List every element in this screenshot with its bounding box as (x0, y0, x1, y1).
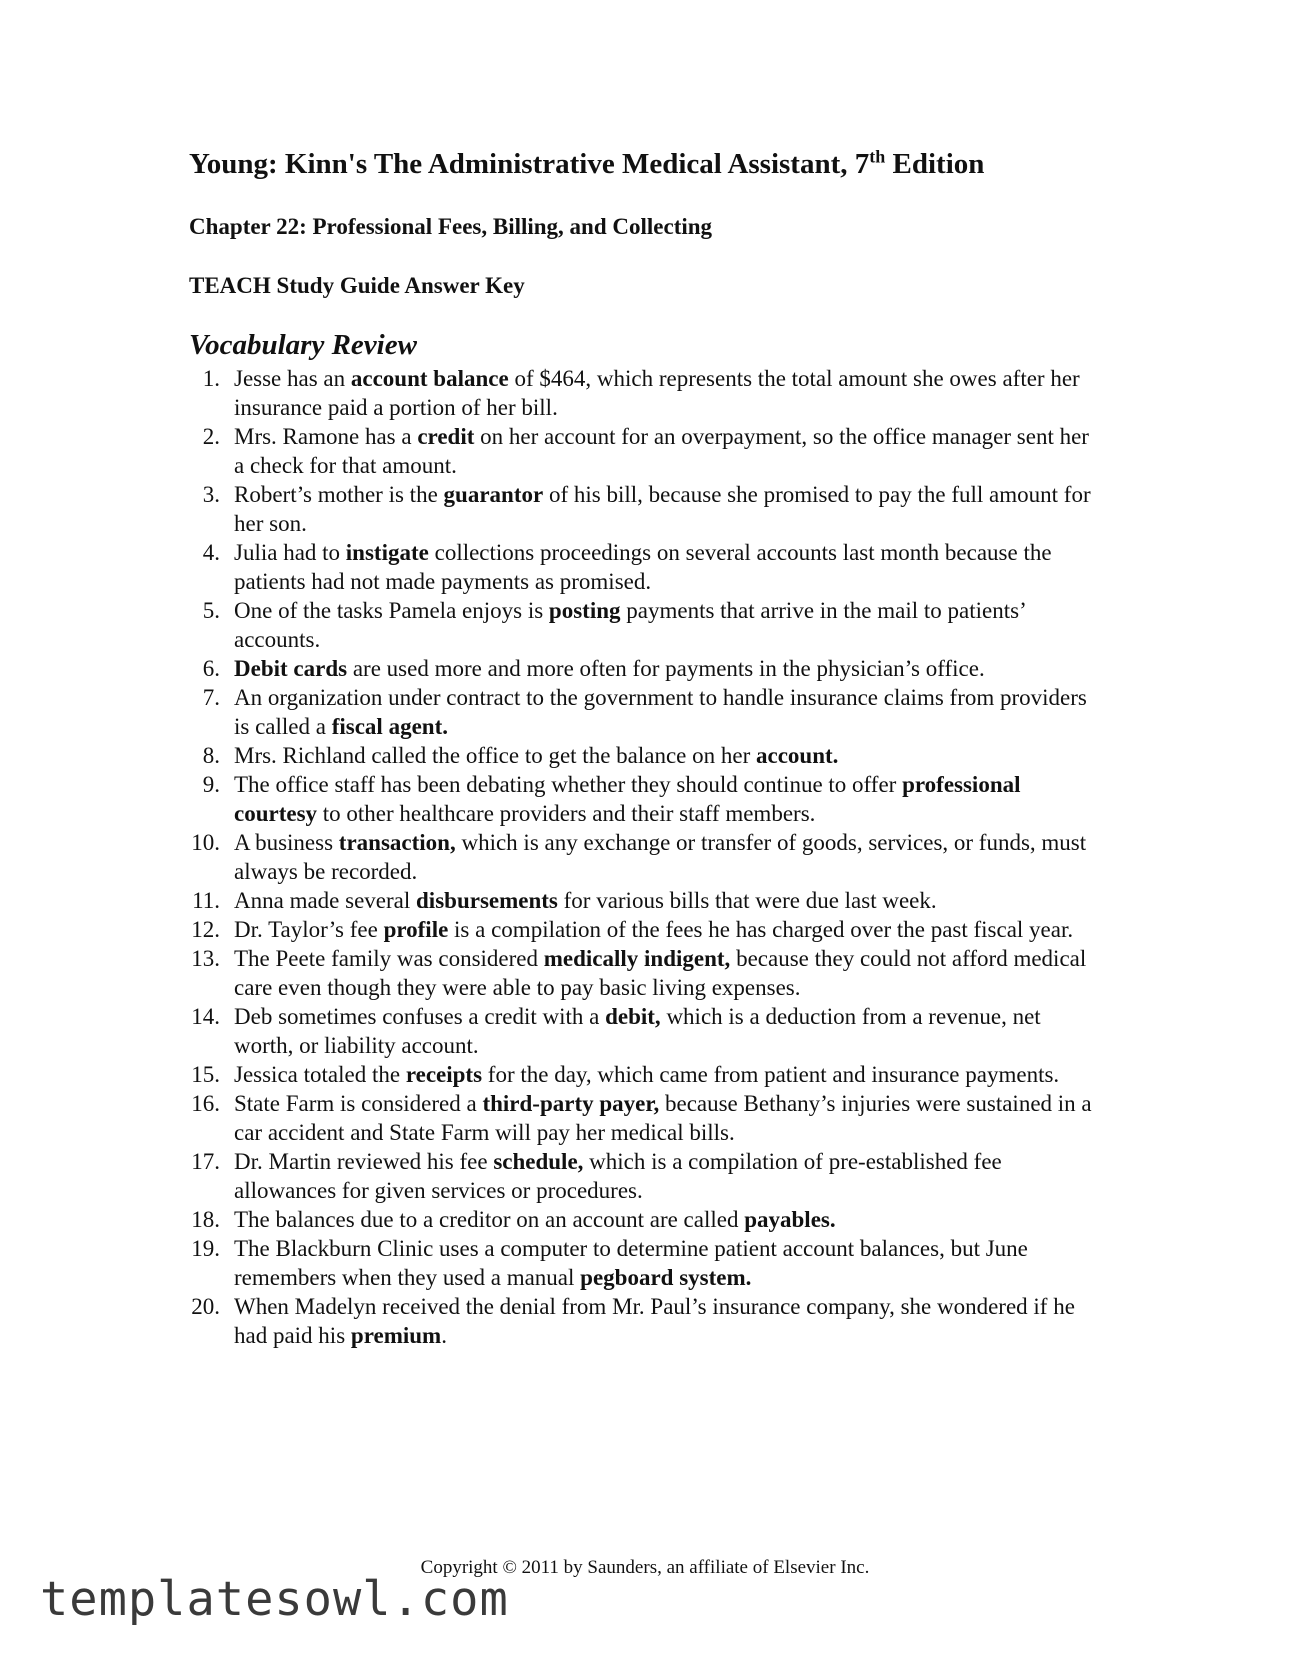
list-item-text-before: One of the tasks Pamela enjoys is (234, 598, 549, 623)
title-superscript: th (869, 146, 886, 167)
vocabulary-list (184, 364, 1104, 1350)
vocabulary-term: account balance (350, 366, 509, 391)
vocabulary-term: account. (756, 743, 839, 768)
list-item (184, 741, 1104, 770)
vocabulary-term: transaction, (338, 830, 456, 855)
list-item-number: 16. (191, 1091, 220, 1116)
vocabulary-review-heading: Vocabulary Review (189, 329, 417, 361)
list-item (184, 364, 1104, 422)
list-item-text-after: is a compilation of the fees he has charged over the past fiscal year. (448, 917, 1074, 942)
list-item-text-after: because Bethany’s injuries were sustained in a car accident and State Farm will pay her medical bills. (234, 1091, 1092, 1145)
list-item (184, 1205, 1104, 1234)
list-item-text-before: Robert’s mother is the (234, 482, 444, 507)
vocabulary-term: professional courtesy (234, 772, 1021, 826)
list-item-text-after: because they could not afford medical care even though they were able to pay basic living expenses. (234, 946, 1087, 1000)
list-item-text-before: Jessica totaled the (234, 1062, 406, 1087)
list-item (184, 1060, 1104, 1089)
list-item-number: 18. (191, 1207, 220, 1232)
list-item-text-before: Anna made several (234, 888, 417, 913)
list-item (184, 538, 1104, 596)
list-item (184, 915, 1104, 944)
list-item-text-before: Deb sometimes confuses a credit with a (234, 1004, 606, 1029)
list-item-number: 11. (192, 888, 220, 913)
list-item (184, 828, 1104, 886)
vocabulary-term: payables. (744, 1207, 836, 1232)
vocabulary-term: premium (350, 1323, 442, 1348)
list-item-number: 10. (191, 830, 220, 855)
list-item-text-before: The Peete family was considered (234, 946, 544, 971)
title-edition: Edition (885, 148, 985, 180)
vocabulary-term: third-party payer, (482, 1091, 660, 1116)
list-item-number: 14. (191, 1004, 220, 1029)
list-item-text-before: Mrs. Ramone has a (234, 424, 418, 449)
chapter-heading: Chapter 22: Professional Fees, Billing, and Collecting (189, 214, 713, 239)
list-item-number: 3. (202, 482, 220, 507)
list-item-number: 1. (202, 366, 220, 391)
list-item-text-after: for various bills that were due last week. (557, 888, 937, 913)
vocabulary-term: profile (383, 917, 449, 942)
vocabulary-term: credit (417, 424, 475, 449)
list-item-number: 5. (202, 598, 220, 623)
list-item (184, 1089, 1104, 1147)
list-item (184, 944, 1104, 1002)
list-item-number: 15. (191, 1062, 220, 1087)
watermark-text: templatesowl.com (40, 1572, 509, 1627)
list-item (184, 770, 1104, 828)
list-item-number: 17. (191, 1149, 220, 1174)
vocabulary-term: instigate (345, 540, 429, 565)
list-item-text-after: payments that arrive in the mail to patients’ accounts. (234, 598, 1026, 652)
list-item (184, 596, 1104, 654)
document-title (189, 148, 984, 181)
list-item-text-before: Dr. Taylor’s fee (234, 917, 384, 942)
vocabulary-term: debit, (605, 1004, 661, 1029)
list-item-text-after: to other healthcare providers and their staff members. (317, 801, 816, 826)
list-item (184, 480, 1104, 538)
list-item (184, 1234, 1104, 1292)
list-item-number: 13. (191, 946, 220, 971)
vocabulary-term: posting (548, 598, 621, 623)
list-item-text-after: which is a compilation of pre-established fee allowances for given services or procedures. (234, 1149, 1002, 1203)
list-item-text-after: which is any exchange or transfer of goods, services, or funds, must always be recorded. (234, 830, 1087, 884)
title-main: Young: Kinn's The Administrative Medical Assistant, 7 (189, 148, 870, 180)
list-item-number: 12. (191, 917, 220, 942)
list-item-text-before: Dr. Martin reviewed his fee (234, 1149, 494, 1174)
list-item (184, 422, 1104, 480)
copyright-notice: Copyright © 2011 by Saunders, an affiliate of Elsevier Inc. (420, 1557, 870, 1578)
list-item-text-after: on her account for an overpayment, so the office manager sent her a check for that amount. (234, 424, 1089, 478)
list-item-text-after: which is a deduction from a revenue, net worth, or liability account. (234, 1004, 1041, 1058)
list-item-text-before: The office staff has been debating whether they should continue to offer (234, 772, 903, 797)
list-item-number: 19. (191, 1236, 220, 1261)
list-item (184, 1002, 1104, 1060)
list-item-number: 7. (202, 685, 220, 710)
list-item-text-before: Julia had to (234, 540, 346, 565)
vocabulary-term: receipts (405, 1062, 483, 1087)
vocabulary-term: pegboard system. (580, 1265, 752, 1290)
list-item-text-after: of $464, which represents the total amount she owes after her insurance paid a portion of her bill. (234, 366, 1080, 420)
list-item-text-before: A business (234, 830, 339, 855)
list-item-text-after: are used more and more often for payments in the physician’s office. (347, 656, 985, 681)
list-item-number: 9. (202, 772, 220, 797)
list-item-text-before: Mrs. Richland called the office to get the balance on her (234, 743, 756, 768)
vocabulary-term: schedule, (493, 1149, 584, 1174)
list-item-text-after: . (441, 1323, 447, 1348)
list-item-text-before: The balances due to a creditor on an account are called (234, 1207, 745, 1232)
answer-key-heading: TEACH Study Guide Answer Key (189, 273, 525, 298)
list-item-text-after: collections proceedings on several accounts last month because the patients had not made payments as promised. (234, 540, 1052, 594)
vocabulary-term: Debit cards (234, 656, 348, 681)
list-item-text-before: The Blackburn Clinic uses a computer to determine patient account balances, but June remembers when they used a manual (234, 1236, 1028, 1290)
list-item-text-before: Jesse has an (234, 366, 351, 391)
list-item-number: 4. (202, 540, 220, 565)
list-item (184, 683, 1104, 741)
list-item-text-before: An organization under contract to the government to handle insurance claims from providers is called a (234, 685, 1087, 739)
list-item (184, 1147, 1104, 1205)
list-item (184, 654, 1104, 683)
vocabulary-term: guarantor (443, 482, 544, 507)
list-item-text-after: for the day, which came from patient and insurance payments. (482, 1062, 1060, 1087)
list-item-text-before: State Farm is considered a (234, 1091, 483, 1116)
list-item-number: 20. (191, 1294, 220, 1319)
vocabulary-term: disbursements (416, 888, 558, 913)
list-item-text-before: When Madelyn received the denial from Mr. Paul’s insurance company, she wondered if he had paid his (234, 1294, 1075, 1348)
list-item (184, 886, 1104, 915)
list-item (184, 1292, 1104, 1350)
vocabulary-term: fiscal agent. (331, 714, 448, 739)
list-item-text-after: of his bill, because she promised to pay the full amount for her son. (234, 482, 1091, 536)
list-item-number: 8. (202, 743, 220, 768)
list-item-number: 6. (202, 656, 220, 681)
vocabulary-term: medically indigent, (543, 946, 731, 971)
list-item-number: 2. (202, 424, 220, 449)
